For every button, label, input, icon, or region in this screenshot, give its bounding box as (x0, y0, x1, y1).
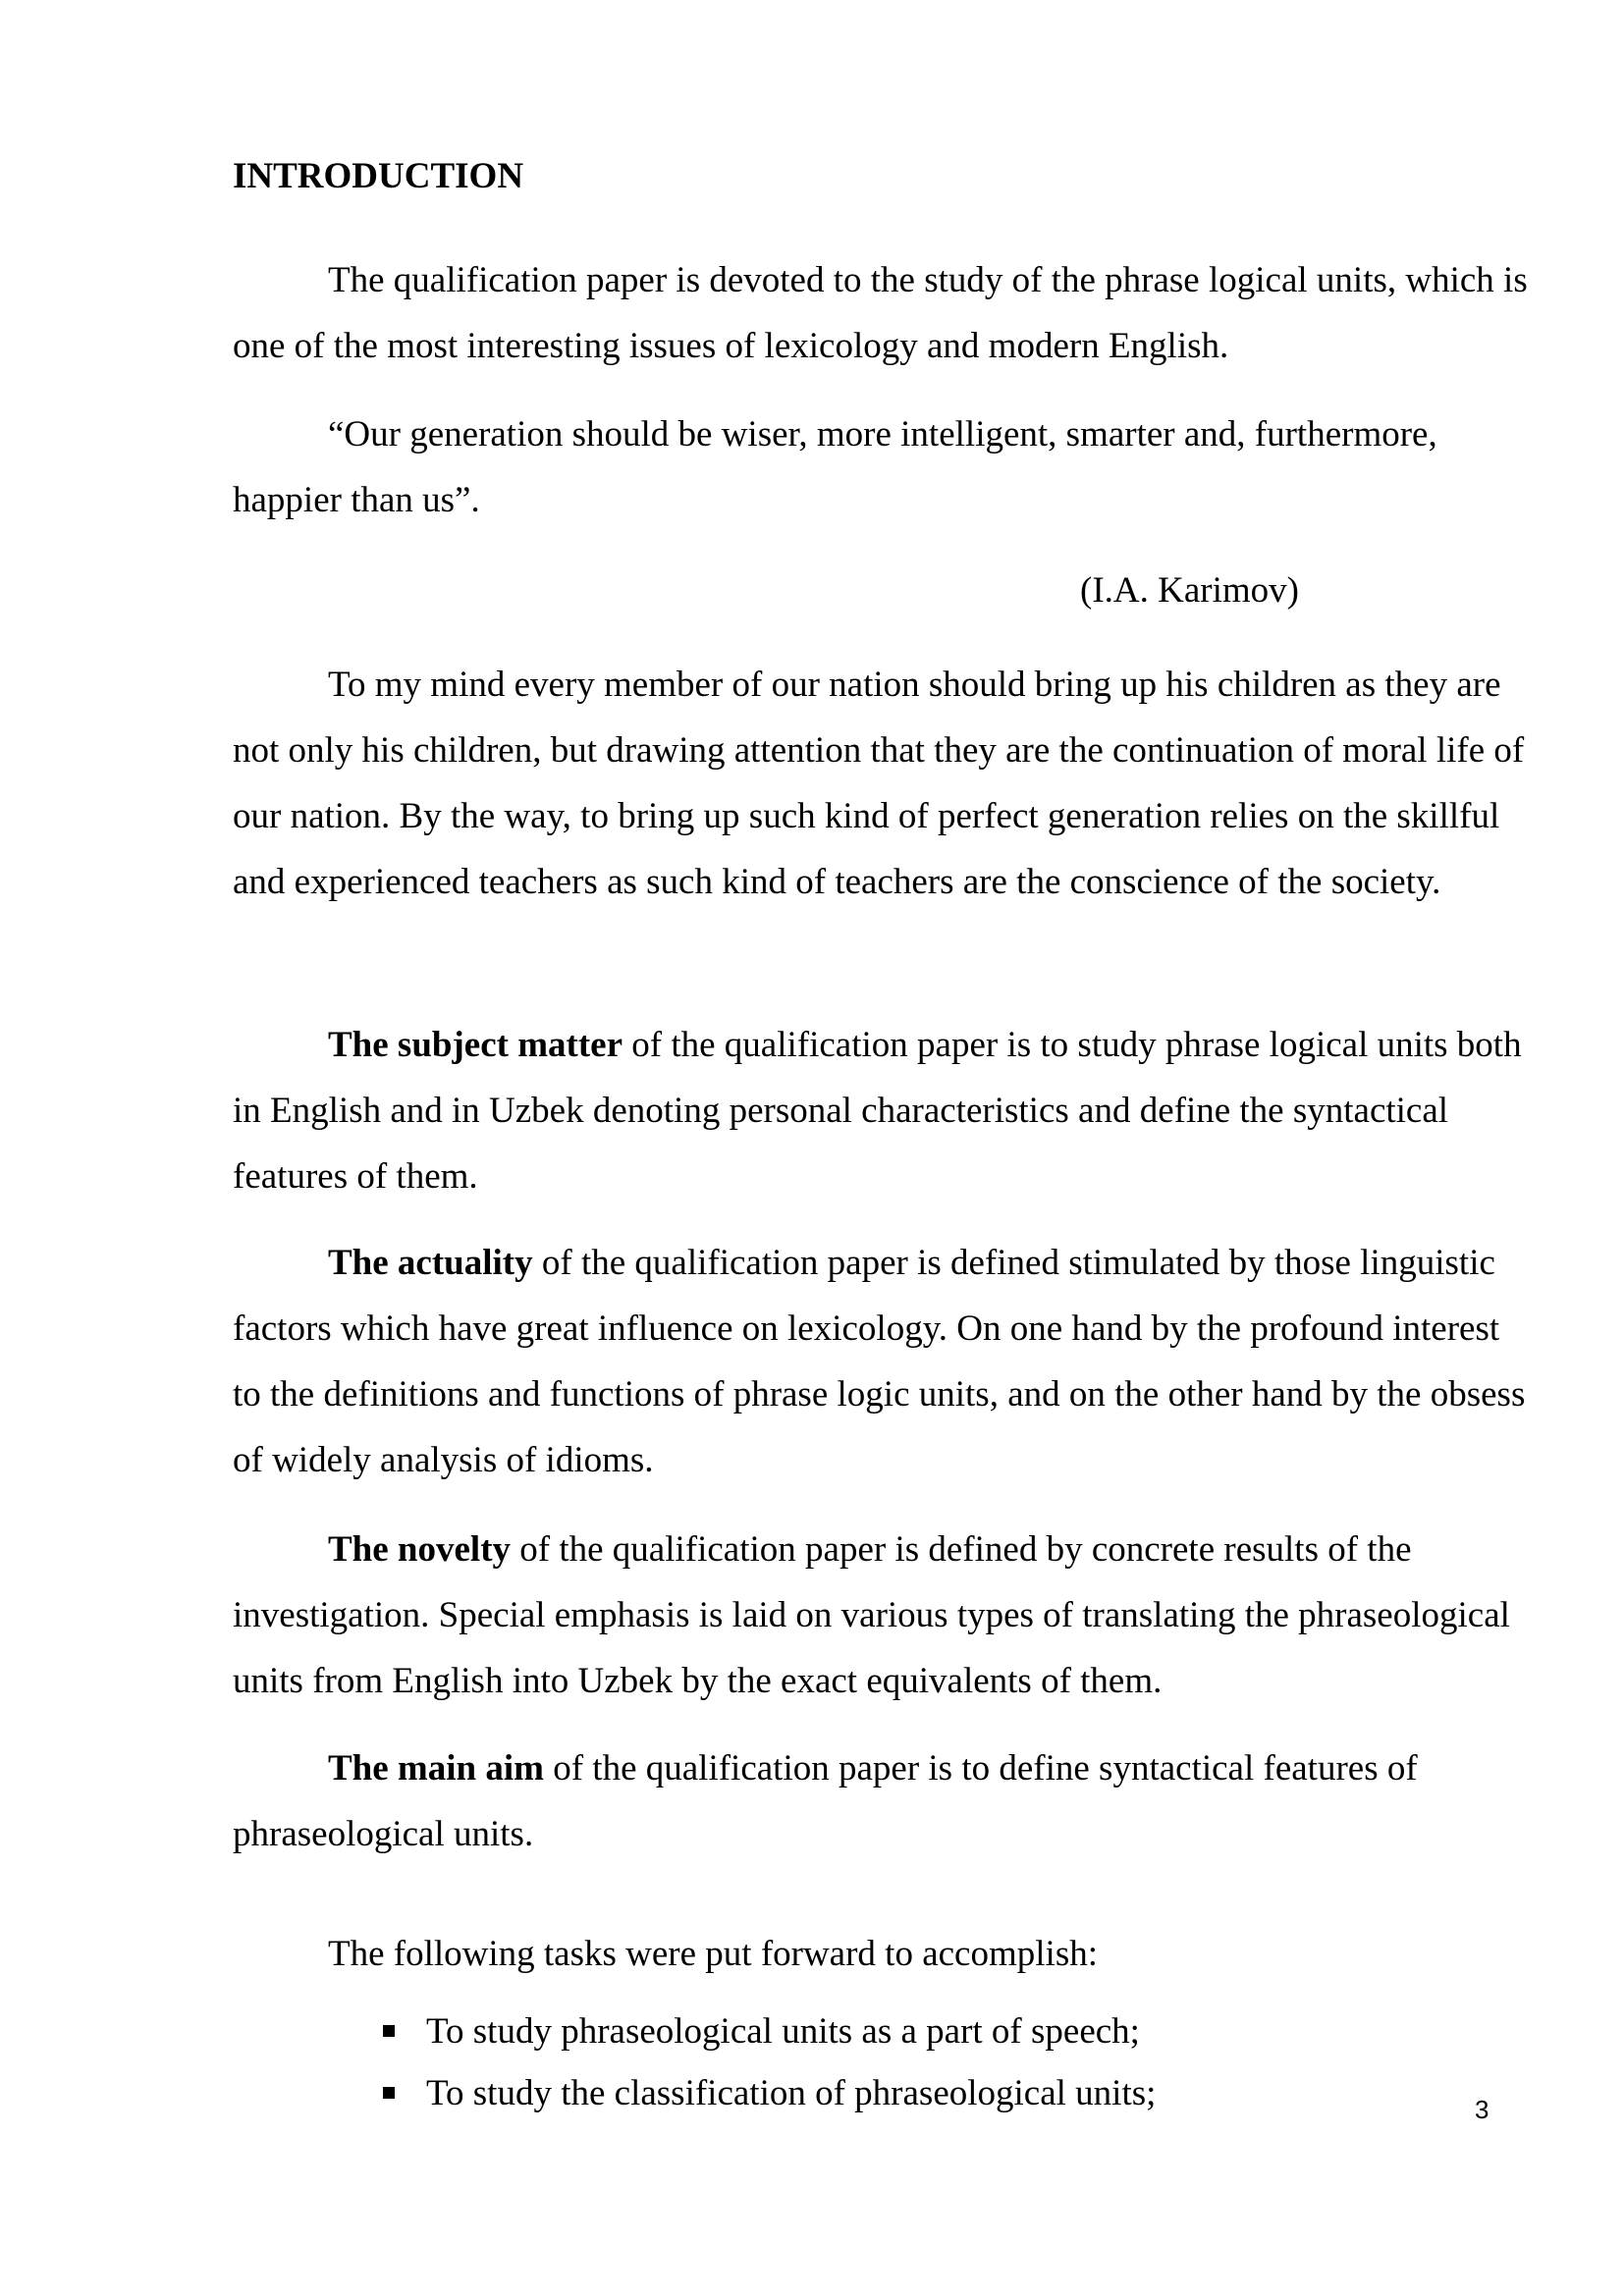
main-aim-paragraph (233, 1735, 1529, 1867)
main-aim-text: of the qualification paper is to define syntactical features of phraseological units. (233, 1748, 1418, 1854)
quote-attribution: (I.A. Karimov) (1080, 570, 1299, 611)
quote-paragraph: “Our generation should be wiser, more intelligent, smarter and, furthermore, happier than us”. (233, 414, 1437, 520)
list-item (373, 2062, 1156, 2124)
actuality-paragraph (233, 1230, 1529, 1493)
subject-matter-text: of the qualification paper is to study phrase logical units both in English and in Uzbek denoting personal characteristics and define the syntactical features of them. (233, 1025, 1522, 1197)
novelty-term: The novelty (328, 1529, 512, 1570)
novelty-text: of the qualification paper is defined by concrete results of the investigation. Special emphasis is laid on various types of translating the phraseological units from English into Uzbek by the exact equivalents of them. (233, 1529, 1510, 1701)
section-heading: INTRODUCTION (233, 156, 524, 196)
subject-matter-paragraph (233, 1012, 1529, 1209)
main-aim-term: The main aim (328, 1748, 544, 1789)
tasks-list (373, 2001, 1156, 2124)
tasks-intro: The following tasks were put forward to accomplish: (328, 1934, 1098, 1974)
square-bullet-icon (383, 2025, 395, 2037)
list-item-text: To study phraseological units as a part of speech; (426, 2011, 1140, 2052)
subject-matter-term: The subject matter (328, 1025, 623, 1065)
novelty-paragraph (233, 1517, 1529, 1714)
intro-paragraph: The qualification paper is devoted to the study of the phrase logical units, which is one of the most interesting issues of lexicology and modern English. (233, 260, 1528, 366)
actuality-text: of the qualification paper is defined stimulated by those linguistic factors which have great influence on lexicology. On one hand by the profound interest to the definitions and functions of phrase logic units, and on the other hand by the obsess of widely analysis of idioms. (233, 1243, 1526, 1480)
list-item-text: To study the classification of phraseological units; (426, 2073, 1157, 2113)
square-bullet-icon (383, 2087, 395, 2099)
nation-paragraph: To my mind every member of our nation should bring up his children as they are not only his children, but drawing attention that they are the continuation of moral life of our nation. By the way, to bring up such kind of perfect generation relies on the skillful and experienced teachers as such kind of teachers are the conscience of the society. (233, 665, 1525, 902)
list-item (373, 2001, 1156, 2062)
page-number: 3 (1475, 2095, 1489, 2124)
actuality-term: The actuality (328, 1243, 533, 1283)
